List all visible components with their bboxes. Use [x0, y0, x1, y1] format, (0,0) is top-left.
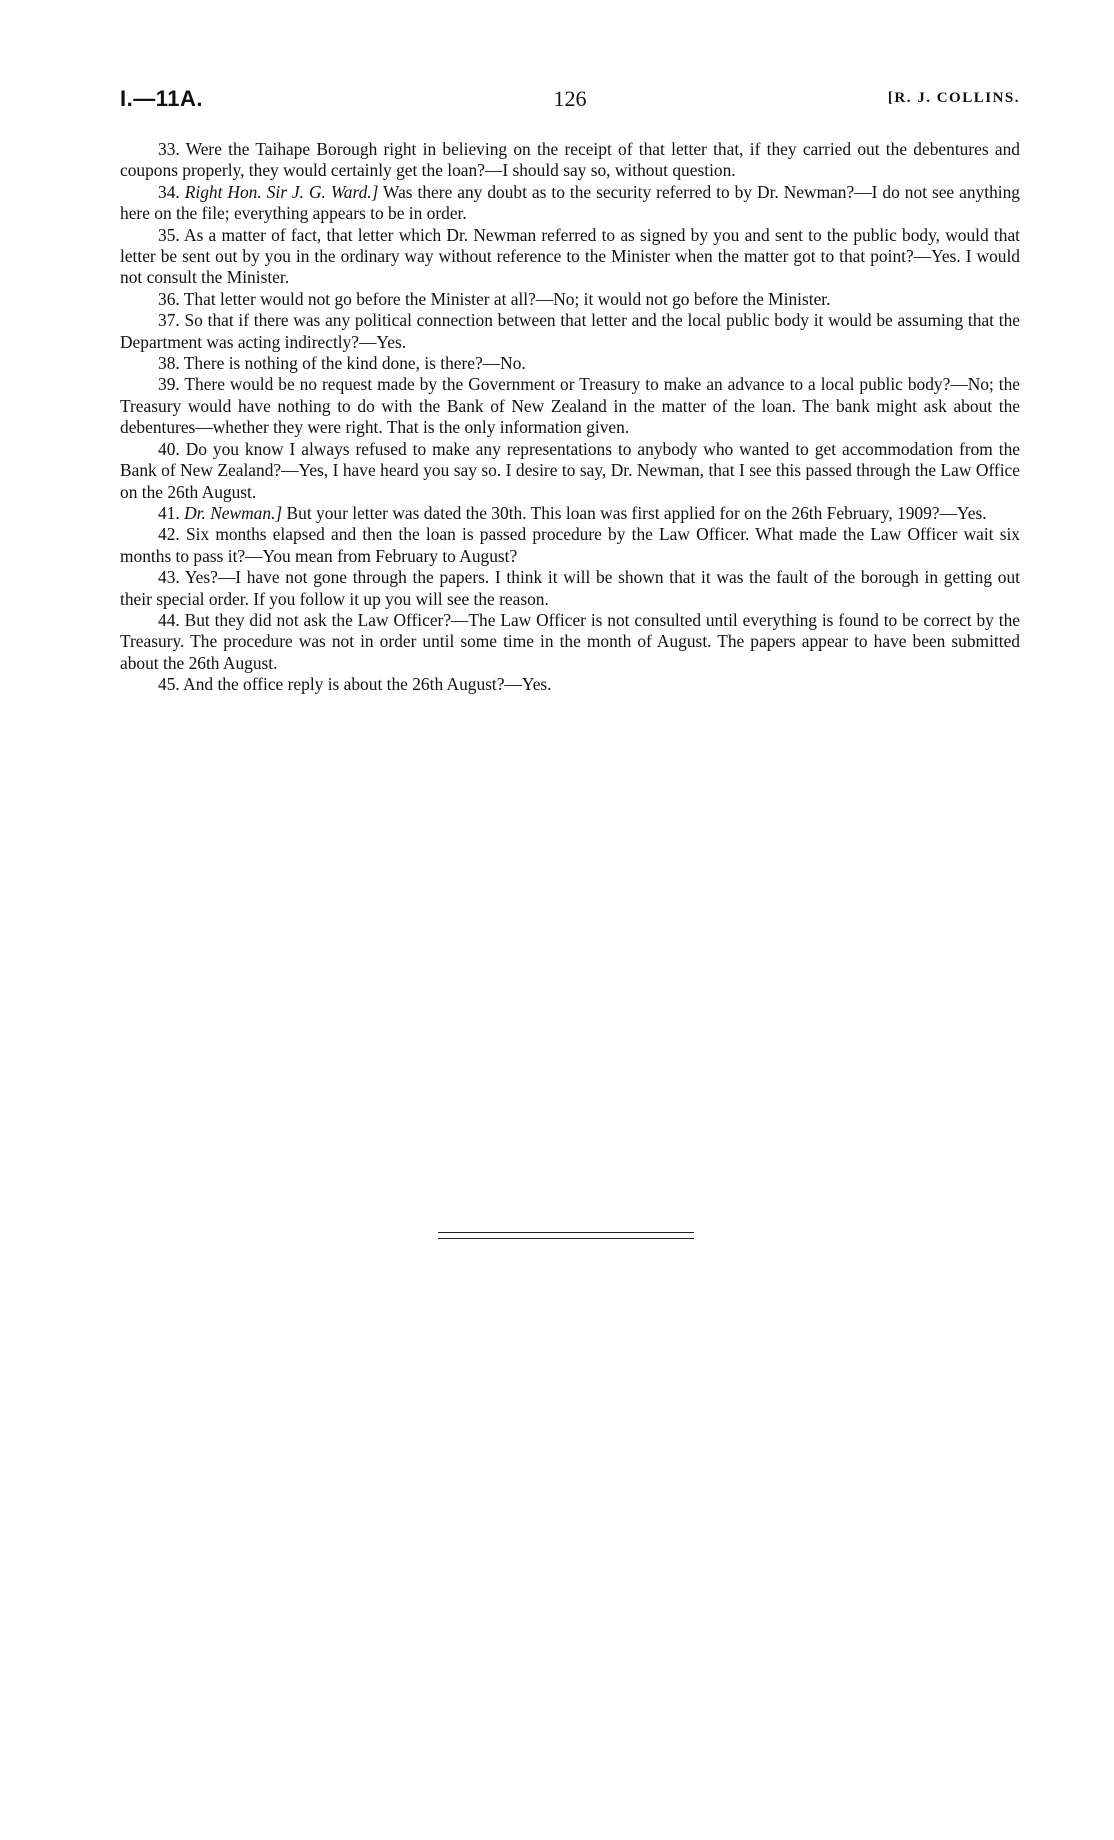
paragraph-34	[120, 182, 1020, 225]
question-number: 43.	[158, 567, 180, 588]
question-number: 45.	[158, 674, 180, 695]
question-number: 37.	[158, 310, 180, 331]
question-number: 35.	[158, 224, 180, 245]
paragraph-36	[120, 289, 1020, 310]
document-reference: I.—11A.	[120, 86, 203, 111]
page-header	[120, 86, 1020, 116]
paragraph-42	[120, 524, 1020, 567]
paragraph-33	[120, 139, 1020, 182]
paragraph-39	[120, 374, 1020, 438]
section-end-rule	[438, 1232, 694, 1239]
question-text: Were the Taihape Borough right in believing on the receipt of that letter that, if they carried out the debentures and coupons properly, they would certainly get the loan?—I should say so, without question.	[120, 139, 1020, 181]
page-number: 126	[553, 86, 587, 111]
question-text: There would be no request made by the Government or Treasury to make an advance to a local public body?—No; the Treasury would have nothing to do with the Bank of New Zealand in the matter of the loan. The bank might ask about the debentures—whether they were right. That is the only information given.	[120, 374, 1020, 438]
question-text: Was there any doubt as to the security referred to by Dr. Newman?—I do not see anything here on the file; everything appears to be in order.	[120, 181, 1020, 224]
question-number: 40.	[158, 438, 180, 459]
question-text: Do you know I always refused to make any representations to anybody who wanted to get accommodation from the Bank of New Zealand?—Yes, I have heard you say so. I desire to say, Dr. Newman, that I see this passed through the Law Office on the 26th August.	[120, 438, 1020, 502]
question-number: 34.	[158, 181, 180, 202]
question-text: There is nothing of the kind done, is there?—No.	[183, 353, 526, 374]
question-text: And the office reply is about the 26th August?—Yes.	[183, 674, 552, 695]
paragraph-40	[120, 439, 1020, 503]
question-text: So that if there was any political connection between that letter and the local public body it would be assuming that the Department was acting indirectly?—Yes.	[120, 310, 1020, 352]
question-text: But they did not ask the Law Officer?—The Law Officer is not consulted until everything is found to be correct by the Treasury. The procedure was not in order until some time in the month of August. The papers appear to have been submitted about the 26th August.	[120, 609, 1020, 673]
paragraph-41	[120, 503, 1020, 524]
question-number: 38.	[158, 353, 180, 374]
speaker-name: Dr. Newman.]	[184, 502, 283, 523]
question-number: 33.	[158, 139, 180, 159]
question-number: 41.	[158, 502, 180, 523]
question-text: Six months elapsed and then the loan is passed procedure by the Law Officer. What made the Law Officer wait six months to pass it?—You mean from February to August?	[120, 524, 1020, 566]
question-number: 42.	[158, 524, 180, 545]
question-number: 36.	[158, 288, 180, 309]
speaker-name: Right Hon. Sir J. G. Ward.]	[184, 181, 379, 202]
paragraph-37	[120, 310, 1020, 353]
paragraph-43	[120, 567, 1020, 610]
paragraph-35	[120, 225, 1020, 289]
paragraph-44	[120, 610, 1020, 674]
question-text: Yes?—I have not gone through the papers. I think it will be shown that it was the fault of the borough in getting out their special order. If you follow it up you will see the reason.	[120, 567, 1021, 609]
question-text: That letter would not go before the Minister at all?—No; it would not go before the Minister.	[183, 288, 831, 309]
document-body	[120, 139, 1020, 696]
witness-name: [R. J. COLLINS.	[887, 90, 1020, 106]
question-number: 44.	[158, 609, 180, 630]
paragraph-38	[120, 353, 1020, 374]
question-text: But your letter was dated the 30th. This loan was first applied for on the 26th February, 1909?—Yes.	[286, 502, 987, 523]
question-number: 39.	[158, 374, 180, 395]
question-text: As a matter of fact, that letter which Dr. Newman referred to as signed by you and sent to the public body, would that letter be sent out by you in the ordinary way without reference to the Minister when the matter got to that point?—Yes. I would not consult the Minister.	[120, 224, 1021, 288]
paragraph-45	[120, 674, 1020, 695]
